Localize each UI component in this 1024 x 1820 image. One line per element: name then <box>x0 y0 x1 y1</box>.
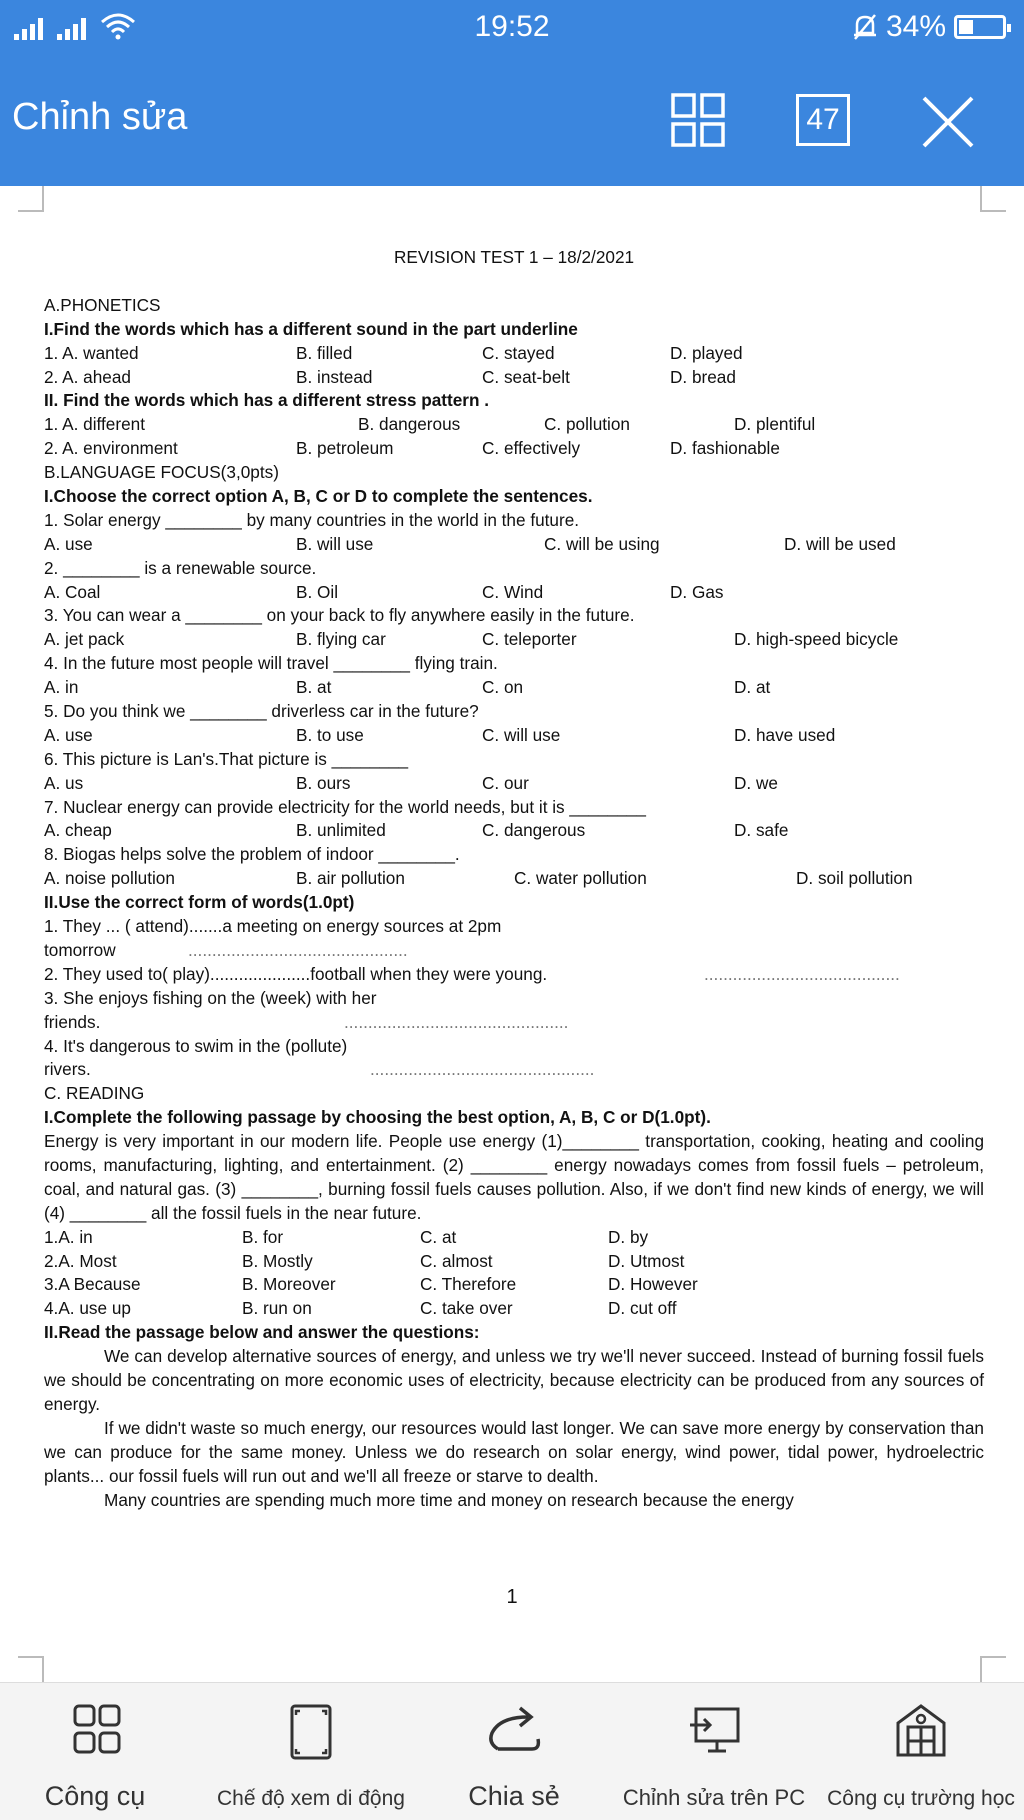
section-language-focus: B.LANGUAGE FOCUS(3,0pts) <box>44 462 279 483</box>
mcq-question: 2. ________ is a renewable source. <box>44 557 317 578</box>
phonetics-q2: 2. A. ahead B. instead C. seat-belt D. bread <box>44 366 736 387</box>
stress-q1: 1. A. different B. dangerous C. pollution D. plentiful <box>44 414 816 435</box>
battery-percent: 34% <box>885 10 946 43</box>
reading-part2-heading: II.Read the passage below and answer the questions: <box>44 1322 480 1343</box>
mcq-options: A. use B. to use C. will use D. have used <box>44 724 836 745</box>
mcq-question: 7. Nuclear energy can provide electricity for the world needs, but it is ________ <box>44 796 646 817</box>
language-part1-heading: I.Choose the correct option A, B, C or D to complete the sentences. <box>44 486 593 507</box>
reading-paragraph: Many countries are spending much more time and money on research because the energy <box>104 1489 794 1510</box>
phonetics-q1: 1. A. wanted B. filled C. stayed D. played <box>44 342 743 363</box>
reading-paragraph: If we didn't waste so much energy, our resources would last longer. We can save more energy by conservation than we can produce for the same money. Unless we do research on solar energy, wind power, tidal power, hydroelectric plants... our fossil fuels will run out and we'll all freeze or starve to dealth. <box>44 1417 984 1486</box>
mcq-options: A. in B. at C. on D. at <box>44 677 771 698</box>
phonetics-part1-heading: I.Find the words which has a different sound in the part underline <box>44 318 578 339</box>
reading-paragraph: We can develop alternative sources of energy, and unless we try we'll never succeed. Instead of burning fossil fuels we should be concentrating on more economic uses of electricity, because electricity can be produced from any sources of energy. <box>44 1346 984 1414</box>
mcq-options: A. Coal B. Oil C. Wind D. Gas <box>44 581 724 602</box>
mobile-view-icon <box>286 1703 336 1761</box>
school-tools-button[interactable]: Công cụ trường học <box>818 1683 1024 1820</box>
stress-q2: 2. A. environment B. petroleum C. effectively D. fashionable <box>44 438 780 459</box>
page-title: Chỉnh sửa <box>12 96 188 138</box>
mcq-options: A. jet pack B. flying car C. teleporter D. high-speed bicycle <box>44 629 899 650</box>
reading-passage-1: Energy is very important in our modern life. People use energy (1)________ transportation, cooking, heating and cooling rooms, manufacturing, lighting, and entertainment. (2) ________ energy nowadays comes from fossil fuels – petroleum, coal, and natural gas. (3) ________, burning fossil fuels causes pollution. Also, if we don't find new kinds of energy, we will (4) ________ all the fossil fuels in the near future. <box>44 1131 984 1223</box>
section-reading: C. READING <box>44 1083 145 1104</box>
pc-monitor-icon <box>688 1703 744 1759</box>
cloze-options: 1.A. in B. for C. at D. by <box>44 1226 649 1247</box>
mute-bell-icon <box>852 13 878 41</box>
test-title: REVISION TEST 1 – 18/2/2021 <box>393 247 635 267</box>
page-number: 1 <box>506 1586 518 1608</box>
bottom-toolbar <box>0 1682 1024 1820</box>
tools-grid-icon <box>72 1703 122 1757</box>
mcq-question: 6. This picture is Lan's.That picture is ________ <box>44 748 409 769</box>
clock: 19:52 <box>474 10 550 43</box>
cloze-options: 2.A. Most B. Mostly C. almost D. Utmost <box>44 1250 685 1271</box>
edit-on-pc-button[interactable]: Chỉnh sửa trên PC <box>614 1683 814 1820</box>
cloze-options: 3.A Because B. Moreover C. Therefore D. However <box>44 1274 698 1295</box>
mcq-question: 1. Solar energy ________ by many countries in the world in the future. <box>44 509 580 530</box>
mcq-options: A. use B. will use C. will be using D. will be used <box>44 533 896 554</box>
mobile-view-button[interactable]: Chế độ xem di động <box>196 1683 426 1820</box>
close-icon[interactable] <box>918 92 978 152</box>
mcq-question: 3. You can wear a ________ on your back to fly anywhere easily in the future. <box>44 605 635 626</box>
reading-part1-heading: I.Complete the following passage by choosing the best option, A, B, C or D(1.0pt). <box>44 1107 711 1128</box>
word-form-q3: 3. She enjoys fishing on the (week) with her <box>44 987 377 1008</box>
cloze-options: 4.A. use up B. run on C. take over D. cut off <box>44 1298 677 1319</box>
tools-button[interactable]: Công cụ <box>30 1683 160 1820</box>
share-icon <box>486 1703 544 1757</box>
phonetics-part2-heading: II. Find the words which has a different stress pattern . <box>44 390 490 411</box>
document-content: REVISION TEST 1 – 18/2/2021 A.PHONETICS I.Find the words which has a different sound in the part underline 1. A. wanted B. filled C. stayed D. played 2. A. ahead B. instead C. seat-belt D. bread II. Find the words which has a different stress pattern . 1. A. different B. dangerous C. pollution D. plentiful 2. A. environment B. petroleum C. effectively D. fashionable B.LANGUAGE FOCUS(3,0pts) I.Choose the correct option A, B, C or D to complete the sentences. 1. Solar energy ________ by many countries in the world in the future. A. use B. will use C. will be using D. will be used 2. ________ is a renewable source. A. Coal B. Oil C. Wind D. Gas 3. You can wear a ________ on your back to fly anywhere easily in the future. A. jet pack B. flying car C. teleporter D. high-speed bicycle 4. In the future most people will travel ________ flying train. A. in B. at C. on D. at 5. Do you think we ________ driverless car in the future? A. use B. to use C. will use D. have used 6. This picture is Lan's.That picture is ________ A. us B. ours C. our D. we 7. Nuclear energy can provide electricity for the world needs, but it is ________ A. cheap B. unlimited C. dangerous D. safe 8. Biogas helps solve the problem of indoor ________. A. noise pollution B. air pollution C. water pollution D. soil pollution II.Use the correct form of words(1.0pt) 1. They ... ( attend).......a meeting on energy sources at 2pm tomorrow .............................................. 2. They used to( play).....................football when they were young. ......................................... 3. She enjoys fishing on the (week) with her friends. ............................................... 4. It's dangerous to swim in the (pollute) rivers. ............................................... C. READING I.Complete the following passage by choosing the best option, A, B, C or D(1.0pt). Energy is very important in our modern life. People use energy (1)________ transportation, cooking, heating and cooling rooms, manufacturing, lighting, and entertainment. (2) ________ energy nowadays comes from fossil fuels – petroleum, coal, and natural gas. (3) ________, burning fossil fuels causes pollution. Also, if we don't find new kinds of energy, we will (4) ________ all the fossil fuels in the near future. 1.A. in B. for C. at D. by 2.A. Most B. Mostly C. almost D. Utmost 3.A Because B. Moreover C. Therefore D. However 4.A. use up B. run on C. take over D. cut off II.Read the passage below and answer the questions: We can develop alternative sources of energy, and unless we try we'll never succeed. Instead of burning fossil fuels we should be concentrating on more economic uses of electricity, because electricity can be produced from any sources of energy. If we didn't waste so much energy, our resources would last longer. We can save more energy by conservation than we can produce for the same money. Unless we do research on solar energy, wind power, tidal power, hydroelectric plants... our fossil fuels will run out and we'll all freeze or starve to dealth. Many countries are spending much more time and money on research because the energy <box>44 246 984 1512</box>
mcq-options: A. cheap B. unlimited C. dangerous D. safe <box>44 820 789 841</box>
mcq-options: A. noise pollution B. air pollution C. water pollution D. soil pollution <box>44 868 913 889</box>
word-form-q2: 2. They used to( play).....................football when they were young. ......................................... <box>44 963 900 984</box>
mcq-options: A. us B. ours C. our D. we <box>44 772 778 793</box>
word-form-q1: 1. They ... ( attend).......a meeting on energy sources at 2pm <box>44 916 502 937</box>
word-form-q4: 4. It's dangerous to swim in the (pollute) <box>44 1035 348 1056</box>
share-button[interactable]: Chia sẻ <box>444 1683 584 1820</box>
battery-icon <box>954 15 1006 39</box>
language-part2-heading: II.Use the correct form of words(1.0pt) <box>44 892 355 913</box>
status-bar <box>0 0 1024 56</box>
mcq-question: 8. Biogas helps solve the problem of indoor ________. <box>44 844 460 865</box>
mcq-question: 5. Do you think we ________ driverless car in the future? <box>44 701 479 722</box>
section-phonetics: A.PHONETICS <box>44 294 161 315</box>
page-count-button[interactable]: 47 <box>796 94 850 146</box>
school-building-icon <box>894 1703 948 1759</box>
mcq-question: 4. In the future most people will travel ________ flying train. <box>44 653 498 674</box>
document-page[interactable] <box>0 186 1024 1682</box>
app-bar <box>0 56 1024 186</box>
grid-view-icon[interactable] <box>670 92 726 148</box>
